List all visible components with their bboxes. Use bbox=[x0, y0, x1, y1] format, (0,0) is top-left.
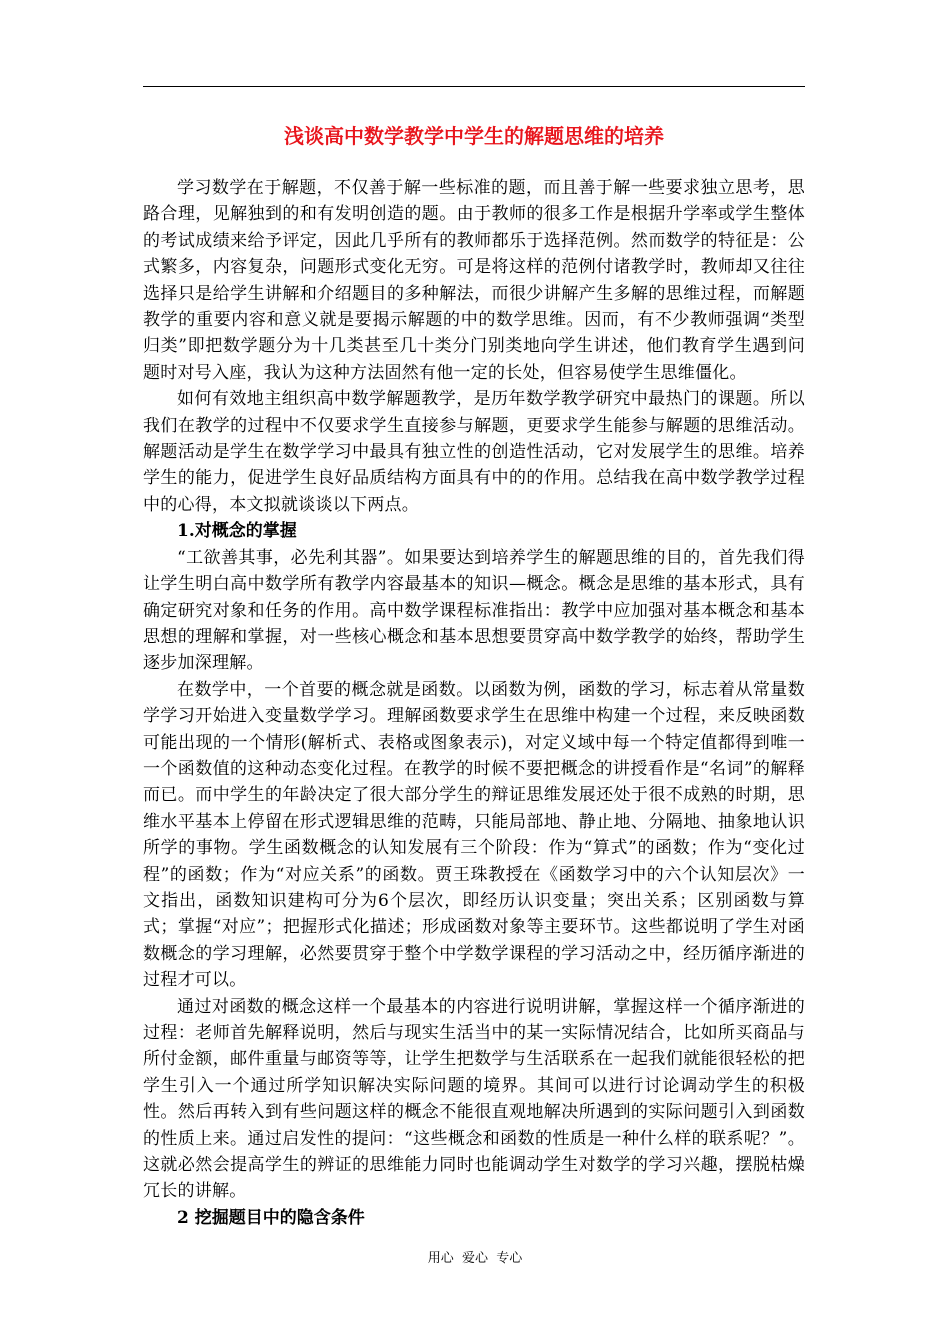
intro-paragraph-2: 如何有效地主组织高中数学解题教学，是历年数学教学研究中最热门的课题。所以我们在教学的过程中不仅要求学生直接参与解题，更要求学生能参与解题的思维活动。解题活动是学生在数学学习中最具有独立性的创造性活动，它对发展学生的思维。培养学生的能力，促进学生良好品质结构方面具有中的的作用。总结我在高中数学教学过程中的心得，本文拟就谈谈以下两点。 bbox=[143, 389, 805, 515]
section-1-paragraph-3: 通过对函数的概念这样一个最基本的内容进行说明讲解，掌握这样一个循序渐进的过程：老师首先解释说明，然后与现实生活当中的某一实际情况结合，比如所买商品与所付金额，邮件重量与邮资等等，让学生把数学与生活联系在一起我们就能很轻松的把学生引入一个通过所学知识解决实际问题的境界。其间可以进行讨论调动学生的积极性。然后再转入到有些问题这样的概念不能很直观地解决所遇到的实际问题引入到函数的性质上来。通过启发性的提问：“这些概念和函数的性质是一种什么样的联系呢？”。这就必然会提高学生的辨证的思维能力同时也能调动学生对数学的学习兴趣，摆脱枯燥冗长的讲解。 bbox=[143, 996, 805, 1202]
section-1-heading: 1.对概念的掌握 bbox=[177, 521, 297, 542]
footer-text: 用心 爱心 专心 bbox=[427, 1251, 523, 1266]
header-rule bbox=[143, 86, 805, 87]
section-2-heading: 2 挖掘题目中的隐含条件 bbox=[177, 1207, 365, 1228]
document-title: 浅谈高中数学教学中学生的解题思维的培养 bbox=[284, 124, 664, 148]
section-1-paragraph-1: “工欲善其事，必先利其器”。如果要达到培养学生的解题思维的目的，首先我们得让学生明白高中数学所有教学内容最基本的知识—概念。概念是思维的基本形式，具有确定研究对象和任务的作用。高中数学课程标准指出：教学中应加强对基本概念和基本思想的理解和掌握，对一些核心概念和基本思想要贯穿高中数学教学的始终，帮助学生逐步加深理解。 bbox=[143, 547, 805, 674]
page-footer bbox=[0, 1250, 950, 1268]
document-body bbox=[143, 175, 805, 1231]
intro-paragraph-1: 学习数学在于解题，不仅善于解一些标准的题，而且善于解一些要求独立思考，思路合理，见解独到的和有发明创造的题。由于教师的很多工作是根据升学率或学生整体的考试成绩来给予评定，因此几乎所有的教师都乐于选择范例。然而数学的特征是：公式繁多，内容复杂，问题形式变化无穷。可是将这样的范例付诸教学时，教师却又往往选择只是给学生讲解和介绍题目的多种解法，而很少讲解产生多解的思维过程，而解题教学的重要内容和意义就是要揭示解题的中的数学思维。因而，有不少教师强调“类型归类”即把数学题分为十几类甚至几十类分门别类地向学生讲述，他们教育学生遇到问题时对号入座，我认为这种方法固然有他一定的长处，但容易使学生思维僵化。 bbox=[143, 178, 805, 383]
section-1-paragraph-2: 在数学中，一个首要的概念就是函数。以函数为例，函数的学习，标志着从常量数学学习开始进入变量数学学习。理解函数要求学生在思维中构建一个过程，来反映函数可能出现的一个情形(解析式、表格或图象表示)，对定义域中每一个特定值都得到唯一一个函数值的这种动态变化过程。在教学的时候不要把概念的讲授看作是“名词”的解释而已。而中学生的年龄决定了很大部分学生的辩证思维发展还处于很不成熟的时期，思维水平基本上停留在形式逻辑思维的范畴，只能局部地、静止地、分隔地、抽象地认识所学的事物。学生函数概念的认知发展有三个阶段：作为“算式”的函数；作为“变化过程”的函数；作为“对应关系”的函数。贾王珠教授在《函数学习中的六个认知层次》一文指出，函数知识建构可分为6个层次，即经历认识变量；突出关系；区别函数与算式；掌握“对应”；把握形式化描述；形成函数对象等主要环节。这些都说明了学生对函数概念的学习理解，必然要贯穿于整个中学数学课程的学习活动之中，经历循序渐进的过程才可以。 bbox=[143, 679, 805, 991]
